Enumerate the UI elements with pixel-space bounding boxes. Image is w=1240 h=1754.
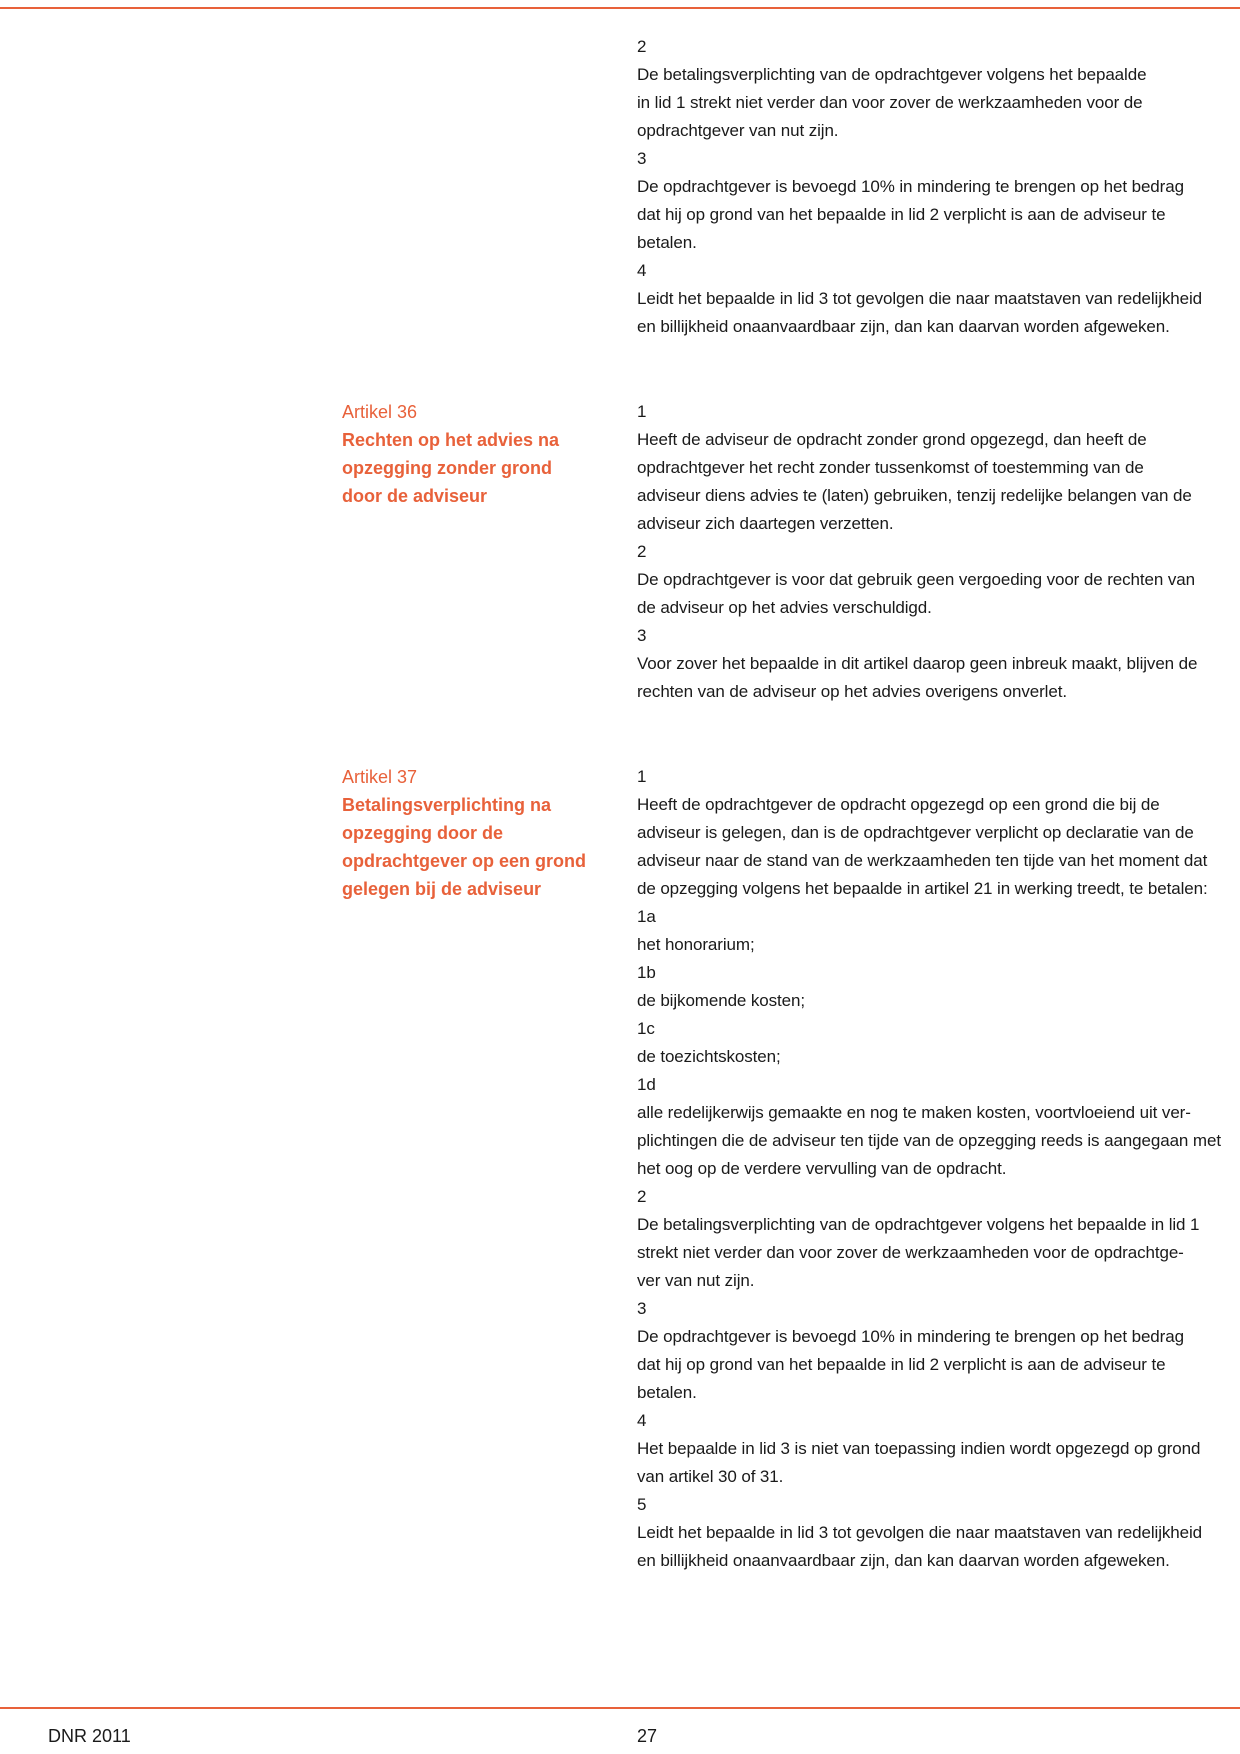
text-line: van artikel 30 of 31. [637,1467,784,1486]
article-title-line: gelegen bij de adviseur [342,879,542,899]
text-line: 4 [637,1411,647,1430]
text-line: de toezichtskosten; [637,1047,781,1066]
page-number: 27 [637,1726,658,1746]
text-line: de opzegging volgens het bepaalde in artikel 21 in werking treedt, te betalen: [637,879,1208,898]
top-divider [0,7,1240,9]
text-line: 1d [637,1075,656,1094]
article-36-heading [342,398,602,510]
text-line: betalen. [637,233,697,252]
article-36-body [637,398,1197,706]
text-line: ver van nut zijn. [637,1271,755,1290]
text-line: rechten van de adviseur op het advies overigens onverlet. [637,682,1067,701]
text-line: opdrachtgever van nut zijn. [637,121,839,140]
text-line: plichtingen die de adviseur ten tijde van de opzegging reeds is aangegaan met [637,1131,1221,1150]
text-line: 2 [637,37,647,56]
text-line: betalen. [637,1383,697,1402]
text-line: 3 [637,626,647,645]
article-title-line: door de adviseur [342,486,488,506]
text-line: De betalingsverplichting van de opdrachtgever volgens het bepaalde in lid 1 [637,1215,1200,1234]
text-line: 5 [637,1495,647,1514]
article-label: Artikel 36 [342,402,418,422]
article-title-line: opzegging door de [342,823,503,843]
text-line: adviseur diens advies te (laten) gebruiken, tenzij redelijke belangen van de [637,486,1192,505]
text-line: Leidt het bepaalde in lid 3 tot gevolgen die naar maatstaven van redelijkheid [637,289,1203,308]
article-label: Artikel 37 [342,767,418,787]
text-line: adviseur naar de stand van de werkzaamheden ten tijde van het moment dat [637,851,1208,870]
text-line: het oog op de verdere vervulling van de opdracht. [637,1159,1007,1178]
text-line: De betalingsverplichting van de opdrachtgever volgens het bepaalde [637,65,1147,84]
article-title-line: Rechten op het advies na [342,430,560,450]
text-line: Voor zover het bepaalde in dit artikel daarop geen inbreuk maakt, blijven de [637,654,1198,673]
text-line: De opdrachtgever is bevoegd 10% in mindering te brengen op het bedrag [637,177,1184,196]
text-line: 3 [637,1299,647,1318]
article-title-line: opdrachtgever op een grond [342,851,587,871]
text-line: 2 [637,542,647,561]
text-line: Heeft de opdrachtgever de opdracht opgezegd op een grond die bij de [637,795,1160,814]
article-37-heading [342,763,602,903]
text-line: Het bepaalde in lid 3 is niet van toepassing indien wordt opgezegd op grond [637,1439,1201,1458]
text-line: 2 [637,1187,647,1206]
text-line: De opdrachtgever is bevoegd 10% in mindering te brengen op het bedrag [637,1327,1184,1346]
text-line: opdrachtgever het recht zonder tussenkomst of toestemming van de [637,458,1144,477]
article-37-body [637,763,1221,1575]
text-line: 1 [637,402,647,421]
text-line: in lid 1 strekt niet verder dan voor zover de werkzaamheden voor de [637,93,1143,112]
article-title-line: Betalingsverplichting na [342,795,552,815]
text-line: de bijkomende kosten; [637,991,806,1010]
text-line: Heeft de adviseur de opdracht zonder grond opgezegd, dan heeft de [637,430,1147,449]
article-title-line: opzegging zonder grond [342,458,552,478]
footer-document-name: DNR 2011 [48,1726,131,1746]
text-line: alle redelijkerwijs gemaakte en nog te maken kosten, voortvloeiend uit ver- [637,1103,1191,1122]
intro-text [637,33,1203,341]
text-line: dat hij op grond van het bepaalde in lid 2 verplicht is aan de adviseur te [637,1355,1166,1374]
text-line: 1 [637,767,647,786]
text-line: 4 [637,261,647,280]
text-line: de adviseur op het advies verschuldigd. [637,598,932,617]
text-line: het honorarium; [637,935,755,954]
text-line: 1b [637,963,656,982]
text-line: adviseur is gelegen, dan is de opdrachtgever verplicht op declaratie van de [637,823,1194,842]
text-line: en billijkheid onaanvaardbaar zijn, dan kan daarvan worden afgeweken. [637,317,1170,336]
text-line: De opdrachtgever is voor dat gebruik geen vergoeding voor de rechten van [637,570,1195,589]
text-line: dat hij op grond van het bepaalde in lid 2 verplicht is aan de adviseur te [637,205,1166,224]
text-line: en billijkheid onaanvaardbaar zijn, dan kan daarvan worden afgeweken. [637,1551,1170,1570]
text-line: adviseur zich daartegen verzetten. [637,514,894,533]
text-line: Leidt het bepaalde in lid 3 tot gevolgen die naar maatstaven van redelijkheid [637,1523,1203,1542]
text-line: 1c [637,1019,655,1038]
text-line: strekt niet verder dan voor zover de werkzaamheden voor de opdrachtge- [637,1243,1184,1262]
bottom-divider [0,1707,1240,1709]
text-line: 1a [637,907,656,926]
text-line: 3 [637,149,647,168]
